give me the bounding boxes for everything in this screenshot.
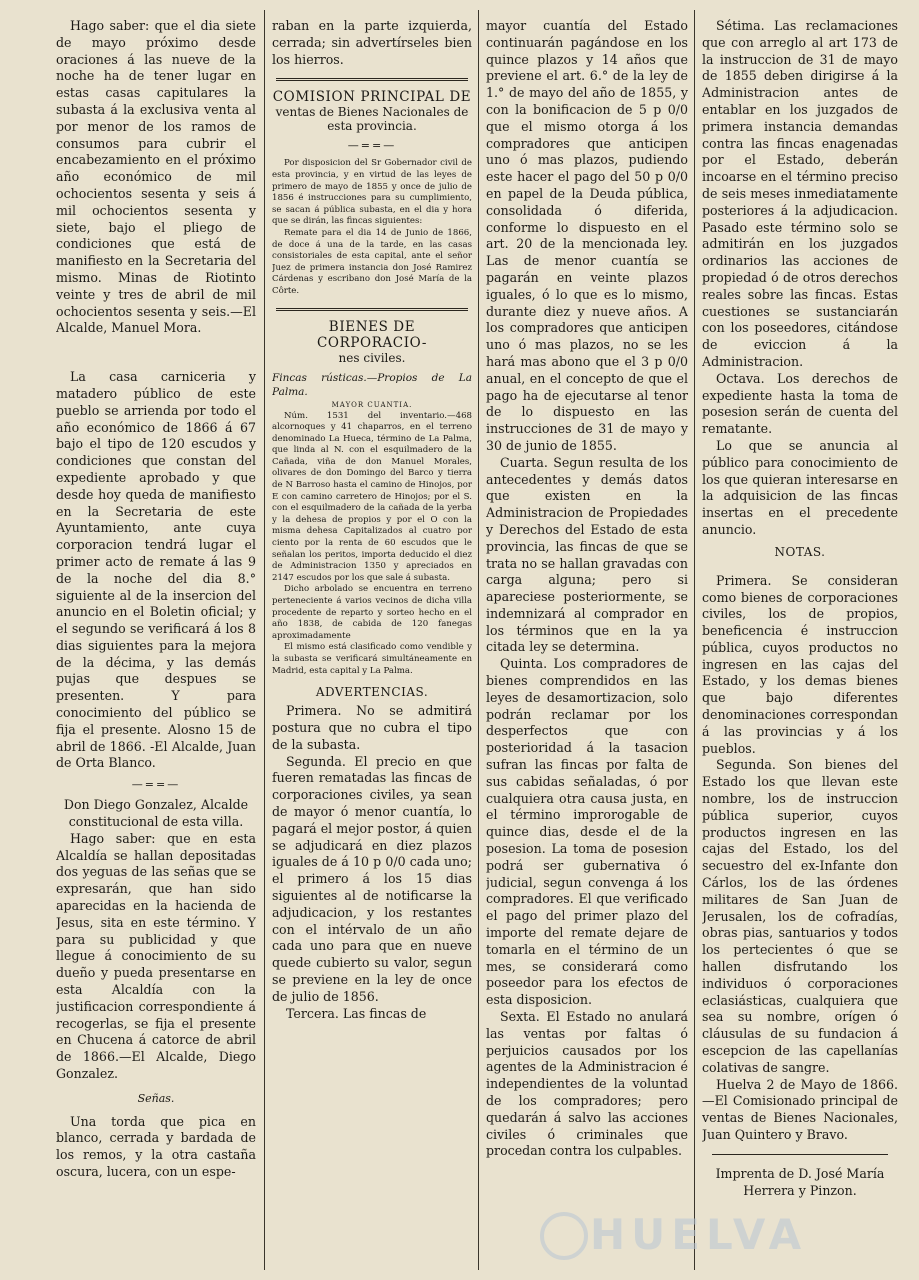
column-rule xyxy=(694,10,695,1270)
anuncio-closing: Lo que se anuncia al público para conocimiento de los que quieran interesarse en la adquisicion de las fincas insertas en el precedente anuncio. xyxy=(702,437,898,537)
advertencia-7: Sétima. Las reclamaciones que con arreglo al art 173 de la instruccion de 31 de mayo de 1855 deben dirigirse á la Administracion antes de entablar en los juzgados de primera instancia demandas contra las fincas enagenadas por el Estado, deberán incoarse en el término preciso de seis meses inmediatamente posteriores á la adjudicacion. Pasado este término solo se admitirán en los juzgados ordinarios las acciones de propiedad ó de otros derechos reales sobre las fincas. Estas cuestiones se sustanciarán con los poseedores, citándose de eviccion á la Administracion. xyxy=(702,18,898,369)
arbolado-paragraph: Dicho arbolado se encuentra en terreno perteneciente á varios vecinos de dicha villa procedente de reparto y sorteo hecho en el año 1838, de cabida de 120 fanegas aproximadamente xyxy=(272,584,472,641)
separator: —==— xyxy=(131,778,181,792)
bienes-title: BIENES DE CORPORACIO- xyxy=(316,318,427,351)
comision-paragraph-2: Remate para el dia 14 de Junio de 1866, de doce á una de la tarde, en las casas consistoriales de esta capital, ante el señor Juez de primera instancia don José Ramirez Cárdenas y escribano don José María de la Côrte. xyxy=(272,227,472,296)
mayor-cuantia: MAYOR CUANTIA. xyxy=(331,400,413,409)
fincas-line: Fincas rústicas.—Propios de La Palma. xyxy=(272,371,472,398)
comision-paragraph-1: Por disposicion del Sr Gobernador civil de esta provincia, y en virtud de las leyes de primero de mayo de 1855 y once de julio de 1856 é instrucciones para su cumplimiento, se sacan á pública subasta, en el dia y hora que se dirán, las fincas siguientes: xyxy=(272,158,472,227)
column-rule xyxy=(264,10,265,1270)
nota-2: Segunda. Son bienes del Estado los que llevan este nombre, los de instruccion pública superior, cuyos productos ingresen en las cajas del Estado, los del secuestro del ex-Infante don Cárlos, los de las órdenes militares de San Juan de Jerusalen, los de cofradías, obras pias, santuarios y todos los pertecientes ó que se hallen disfrutando los individuos ó corporaciones eclasiásticas, cualquiera que sea su nombre, orígen ó cláusulas de su fundacion á escepcion de las capellanías colativas de sangre. xyxy=(702,757,898,1075)
inventory-paragraph: Núm. 1531 del inventario.—468 alcornoques y 41 chaparros, en el terreno denominado La Hueca, término de La Palma, que linda al N. con el esquilmadero de la Cañada, viña de don Manuel Morales, olivares de don Domingo del Barco y tierra de N Barroso hasta el camino de Hinojos, por E con camino carretero de Hinojos; por el S. con el esquilmadero de la cañada de la yerba y la dehesa de propios y por el O con la misma dehesa Capitalizados al cuatro por ciento por la renta de 60 escudos que le señalan los peritos, importa deducido el diez de Administracion 1350 y apreciados en 2147 escudos por los que sale á subasta. xyxy=(272,410,472,583)
advertencia-1: Primera. No se admitirá postura que no cubra el tipo de la subasta. xyxy=(272,703,472,752)
column-4 xyxy=(702,18,898,1199)
advertencia-8: Octava. Los derechos de expediente hasta la toma de posesion serán de cuenta del rematante. xyxy=(702,370,898,437)
notas-heading: NOTAS. xyxy=(774,544,826,559)
advertencia-5: Quinta. Los compradores de bienes comprendidos en las leyes de desamortizacion, solo podrán reclamar por los desperfectos que con posterioridad á la tasacion sufran las fincas por falta de sus cabidas señaladas, ó por cualquiera otra causa justa, en el término improrogable de quince dias, desde el de la posesion. La toma de posesion podrá ser gubernativa ó judicial, segun convenga á los compradores. El que verificado el pago del primer plazo del importe del remate dejare de tomarla en el término de un mes, se considerará como poseedor para los efectos de esta disposicion. xyxy=(486,656,688,1008)
clasificado-paragraph: El mismo está clasificado como vendible y la subasta se verificará simultáneamente en Madrid, esta capital y La Palma. xyxy=(272,642,472,676)
imprint-rule xyxy=(712,1154,888,1155)
comision-dash: —==— xyxy=(347,139,397,153)
watermark-seal-icon xyxy=(540,1212,588,1260)
senas-text: Una torda que pica en blanco, cerrada y bardada de los remos, y la otra castaña oscura, lucera, con un espe- xyxy=(56,1113,256,1179)
notice-alosno: La casa carniceria y matadero público de este pueblo se arrienda por todo el año económico de 1866 á 67 bajo el tipo de 120 escudos y condiciones que constan del expediente aprobado y que desde hoy queda de manifiesto en la Secretaria de este Ayuntamiento, ante cuya corporacion tendrá lugar el primer acto de remate á las 9 de la noche del dia 8.° siguiente al de la insercion del anuncio en el Boletin oficial; y el segundo se verificará á los 8 dias siguientes para la mejora de la décima, y las demás pujas que despues se presenten. Y para conocimiento del público se fija el presente. Alosno 15 de abril de 1866. -El Alcalde, Juan de Orta Blanco. xyxy=(56,369,256,771)
advertencias-heading: ADVERTENCIAS. xyxy=(315,685,429,700)
section-rule xyxy=(276,308,468,311)
advertencia-3-cont: mayor cuantía del Estado continuarán pagándose en los quince plazos y 14 años que previene el art. 6.° de la ley de 1.° de mayo del año de 1855, y con la bonificacion de 5 p 0/0 que el mismo otorga á los compradores que anticipen uno ó mas plazos, pudiendo este hacer el pago del 50 p 0/0 en papel de la Deuda pública, consolidada ó diferida, conforme lo dispuesto en el art. 20 de la mencionada ley. Las de menor cuantía se pagarán en veinte plazos iguales, ó lo que es lo mismo, durante diez y nueve años. A los compradores que anticipen uno ó mas plazos, no se les hará mas abono que el 3 p 0/0 anual, en el concepto de que el pago ha de ejecutarse al tenor de lo dispuesto en las instrucciones de 31 de mayo y 30 de junio de 1855. xyxy=(486,18,688,453)
imprint-line-2: Herrera y Pinzon. xyxy=(743,1182,857,1198)
column-2 xyxy=(272,18,472,1022)
advertencia-4: Cuarta. Segun resulta de los antecedentes y demás datos que existen en la Administracion de Propiedades y Derechos del Estado de esta provincia, las fincas de que se trata no se hallan gravadas con carga alguna; pero si apareciese posteriormente, se indemnizará al comprador en los términos que en la ya citada ley se determina. xyxy=(486,454,688,655)
comision-title: COMISION PRINCIPAL DE xyxy=(272,89,472,106)
notice-chucena-heading: Don Diego Gonzalez, Alcalde constitucional de esta villa. xyxy=(63,797,249,830)
nota-1: Primera. Se consideran como bienes de corporaciones civiles, los de propios, beneficencia é instruccion pública, cuyos productos no ingresen en las cajas del Estado, y los demas bienes que bajo diferentes denominaciones correspondan á las provincias y á los pueblos. xyxy=(702,572,898,756)
archive-watermark xyxy=(590,1210,840,1270)
comision-subtitle: ventas de Bienes Nacionales de esta provincia. xyxy=(275,105,469,134)
bienes-subtitle: nes civiles. xyxy=(338,350,406,365)
senas-heading: Señas. xyxy=(137,1091,175,1105)
advertencia-6: Sexta. El Estado no anulará las ventas por faltas ó perjuicios causados por los agentes de la Administracion é independientes de la voluntad de los compradores; pero quedarán á salvo las acciones civiles ó criminales que procedan contra los culpables. xyxy=(486,1009,688,1159)
section-rule xyxy=(276,78,468,81)
advertencia-2: Segunda. El precio en que fueren rematadas las fincas de corporaciones civiles, ya sean de mayor ó menor cuantía, lo pagará el mejor postor, á quien se adjudicará en diez plazos iguales de á 10 p 0/0 cada uno; el primero á los 15 dias siguientes al de notificarse la adjudicacion, y los restantes con el intérvalo de un año cada uno para que en nueve quede cubierto su valor, segun se previene en la ley de once de julio de 1856. xyxy=(272,753,472,1004)
notice-riotinto: Hago saber: que el dia siete de mayo próximo desde oraciones á las nueve de la noche ha de tener lugar en estas casas capitulares la subasta á la exclusiva venta al por menor de los ramos de consumos para cubrir el encabezamiento en el próximo año económico de mil ochocientos sesenta y seis á mil ochocientos sesenta y siete, bajo el pliego de condiciones que está de manifiesto en la Secretaria del mismo. Minas de Riotinto veinte y tres de abril de mil ochocientos sesenta y seis.—El Alcalde, Manuel Mora. xyxy=(56,18,256,336)
watermark-text: HUELVA xyxy=(590,1210,808,1259)
column-1 xyxy=(56,18,256,1181)
imprint-line-1: Imprenta de D. José María xyxy=(715,1165,885,1181)
column-rule xyxy=(478,10,479,1270)
column-3 xyxy=(486,18,688,1160)
advertencia-3: Tercera. Las fincas de xyxy=(286,1005,427,1021)
continued-text: raban en la parte izquierda, cerrada; sin advertírseles bien los hierros. xyxy=(272,18,472,67)
notice-chucena: Hago saber: que en esta Alcaldía se hallan depositadas dos yeguas de las señas que se expresarán, que han sido aparecidas en la hacienda de Jesus, sita en este término. Y para su publicidad y que llegue á conocimiento de su dueño y pueda presentarse en esta Alcaldía con la justificacion correspondiente á recogerlas, se fija el presente en Chucena á catorce de abril de 1866.—El Alcalde, Diego Gonzalez. xyxy=(56,830,256,1082)
nota-3-signature: Huelva 2 de Mayo de 1866.—El Comisionado principal de ventas de Bienes Nacionales, Juan Quintero y Bravo. xyxy=(702,1076,898,1142)
